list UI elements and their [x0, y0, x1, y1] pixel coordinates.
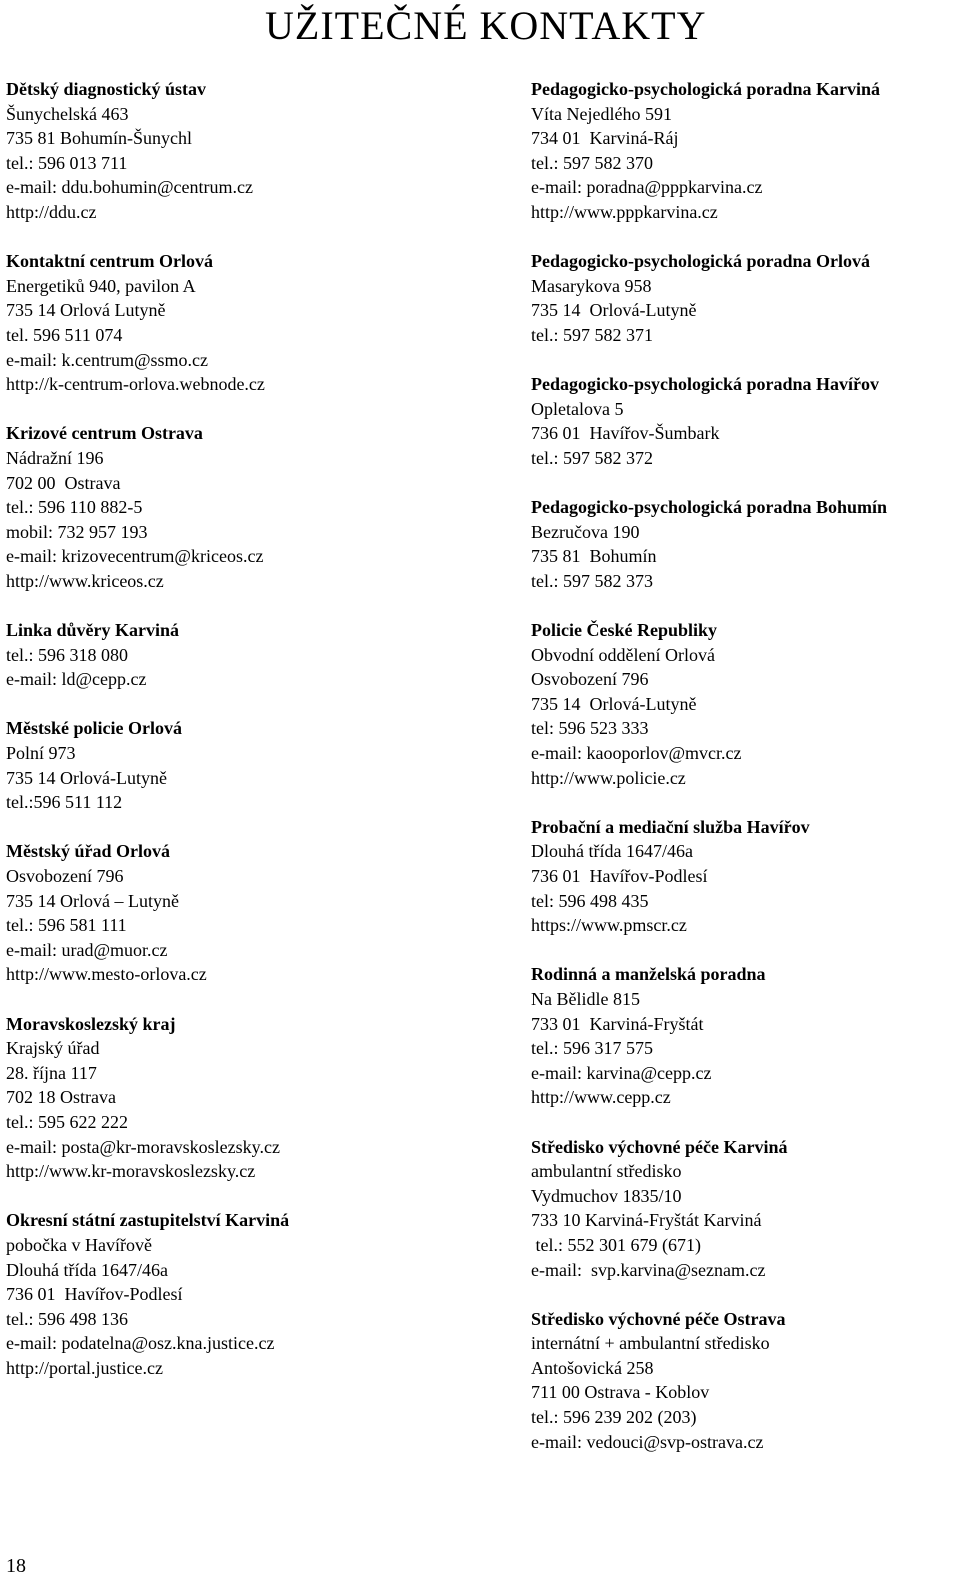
contact-link[interactable]: e-mail: vedouci@svp-ostrava.cz	[531, 1431, 764, 1452]
contact-link[interactable]: http://www.cepp.cz	[531, 1087, 671, 1108]
contact-line: 28. října 117	[6, 1062, 97, 1083]
contact-line: tel.: 596 110 882-5	[6, 497, 143, 518]
contact-line: tel.: 596 239 202 (203)	[531, 1407, 697, 1428]
contact-line: 734 01 Karviná-Ráj	[531, 128, 679, 149]
contact-line: tel.: 597 582 371	[531, 324, 653, 345]
contact-line: tel.: 597 582 373	[531, 570, 653, 591]
contact-heading: Krizové centrum Ostrava	[6, 423, 203, 444]
contact-line: tel.: 596 498 136	[6, 1308, 128, 1329]
contact-line: tel.: 597 582 370	[531, 152, 653, 173]
contact-line: Bezručova 190	[531, 521, 640, 542]
contact-line: Energetiků 940, pavilon A	[6, 275, 196, 296]
contact-entry	[6, 1012, 511, 1184]
contact-line: internátní + ambulantní středisko	[531, 1333, 770, 1354]
contact-line: tel.: 552 301 679 (671)	[531, 1234, 701, 1255]
contact-link[interactable]: e-mail: karvina@cepp.cz	[531, 1062, 712, 1083]
contact-link[interactable]: e-mail: svp.karvina@seznam.cz	[531, 1259, 766, 1280]
contact-entry	[531, 815, 956, 938]
contact-entry	[6, 421, 511, 593]
contact-heading: Rodinná a manželská poradna	[531, 964, 766, 985]
contact-entry	[531, 495, 956, 593]
contact-line: 735 14 Orlová Lutyně	[6, 300, 166, 321]
contact-line: tel. 596 511 074	[6, 324, 123, 345]
contact-link[interactable]: e-mail: k.centrum@ssmo.cz	[6, 349, 209, 370]
contact-entry	[531, 618, 956, 790]
contact-line: tel.: 596 317 575	[531, 1038, 653, 1059]
contact-line: Na Bělidle 815	[531, 988, 640, 1009]
contact-heading: Městské policie Orlová	[6, 718, 182, 739]
contact-line: 711 00 Ostrava - Koblov	[531, 1382, 710, 1403]
contact-heading: Pedagogicko-psychologická poradna Orlová	[531, 251, 871, 272]
contact-entry	[6, 249, 511, 397]
contact-line: 733 01 Karviná-Fryštát	[531, 1013, 704, 1034]
contact-entry	[531, 962, 956, 1110]
contact-heading: Okresní státní zastupitelství Karviná	[6, 1210, 290, 1231]
contact-heading: Policie České Republiky	[531, 620, 718, 641]
contact-line: Krajský úřad	[6, 1038, 100, 1059]
contact-link[interactable]: e-mail: kaooporlov@mvcr.cz	[531, 743, 742, 764]
contact-line: Polní 973	[6, 743, 76, 764]
contact-entry	[531, 77, 956, 225]
contact-link[interactable]: http://k-centrum-orlova.webnode.cz	[6, 374, 265, 395]
contact-heading: Kontaktní centrum Orlová	[6, 251, 213, 272]
contact-link[interactable]: e-mail: ld@cepp.cz	[6, 669, 147, 690]
contact-heading: Moravskoslezský kraj	[6, 1013, 176, 1034]
page-title: UŽITEČNÉ KONTAKTY	[265, 3, 707, 48]
contact-entry	[531, 1135, 956, 1283]
contact-entry	[531, 372, 956, 470]
contact-line: Šunychelská 463	[6, 103, 129, 124]
contact-line: Osvobození 796	[6, 866, 124, 886]
contact-heading: Pedagogicko-psychologická poradna Bohumín	[531, 497, 888, 518]
contact-line: ambulantní středisko	[531, 1161, 682, 1182]
contact-link[interactable]: e-mail: krizovecentrum@kriceos.cz	[6, 546, 264, 567]
contact-link[interactable]: https://www.pmscr.cz	[531, 915, 687, 936]
contact-line: mobil: 732 957 193	[6, 521, 148, 542]
contact-line: pobočka v Havířově	[6, 1234, 152, 1255]
contact-line: 735 14 Orlová – Lutyně	[6, 890, 179, 911]
contact-link[interactable]: http://www.pppkarvina.cz	[531, 201, 718, 222]
contact-line: 736 01 Havířov-Podlesí	[6, 1284, 183, 1305]
contact-line: tel.: 596 581 111	[6, 915, 127, 936]
contact-line: tel.: 595 622 222	[6, 1111, 128, 1132]
contact-heading: Linka důvěry Karviná	[6, 620, 180, 641]
contact-line: Dlouhá třída 1647/46a	[531, 841, 693, 862]
contact-line: 735 14 Orlová-Lutyně	[531, 693, 697, 714]
contact-link[interactable]: http://ddu.cz	[6, 201, 97, 222]
contact-line: 702 18 Ostrava	[6, 1087, 116, 1108]
contact-line: tel.: 596 013 711	[6, 152, 128, 173]
contact-line: tel.: 596 318 080	[6, 644, 128, 665]
contact-line: Vydmuchov 1835/10	[531, 1185, 682, 1206]
contact-link[interactable]: http://www.mesto-orlova.cz	[6, 964, 207, 985]
contact-line: tel: 596 523 333	[531, 718, 649, 739]
contact-line: Opletalova 5	[531, 398, 624, 419]
contact-link[interactable]: e-mail: posta@kr-moravskoslezsky.cz	[6, 1136, 280, 1157]
contact-heading: Dětský diagnostický ústav	[6, 79, 207, 99]
contact-line: tel: 596 498 435	[531, 890, 649, 911]
contact-line: 735 14 Orlová-Lutyně	[531, 300, 697, 321]
contact-link[interactable]: http://www.policie.cz	[531, 767, 686, 788]
contact-line: Nádražní 196	[6, 447, 104, 468]
contact-link[interactable]: e-mail: ddu.bohumin@centrum.cz	[6, 177, 254, 198]
contact-entry	[6, 77, 511, 225]
contact-line: 735 81 Bohumín-Šunychl	[6, 128, 193, 149]
contact-line: 733 10 Karviná-Fryštát Karviná	[531, 1210, 762, 1231]
contact-link[interactable]: http://www.kriceos.cz	[6, 570, 164, 591]
contact-line: Obvodní oddělení Orlová	[531, 644, 715, 665]
contact-link[interactable]: e-mail: podatelna@osz.kna.justice.cz	[6, 1333, 275, 1354]
contact-heading: Pedagogicko-psychologická poradna Havířov	[531, 374, 880, 395]
contact-link[interactable]: http://www.kr-moravskoslezsky.cz	[6, 1161, 256, 1182]
contact-heading: Probační a mediační služba Havířov	[531, 816, 810, 837]
contact-line: 735 81 Bohumín	[531, 546, 657, 567]
contact-entry	[6, 618, 511, 692]
left-contact-column	[6, 77, 511, 1380]
contact-entry	[6, 716, 511, 814]
contact-link[interactable]: http://portal.justice.cz	[6, 1357, 163, 1378]
contact-heading: Středisko výchovné péče Karviná	[531, 1136, 788, 1157]
contact-line: Osvobození 796	[531, 669, 649, 690]
contact-entry	[6, 839, 511, 987]
contact-link[interactable]: e-mail: urad@muor.cz	[6, 939, 168, 960]
contact-line: Masarykova 958	[531, 275, 652, 296]
contact-heading: Městský úřad Orlová	[6, 841, 170, 862]
contact-line: 735 14 Orlová-Lutyně	[6, 767, 167, 788]
contact-entry	[531, 249, 956, 347]
contact-heading: Pedagogicko-psychologická poradna Karviná	[531, 79, 881, 99]
contact-entry	[531, 1307, 956, 1455]
contact-line: 702 00 Ostrava	[6, 472, 121, 493]
contact-line: 736 01 Havířov-Šumbark	[531, 423, 720, 444]
contact-line: Dlouhá třída 1647/46a	[6, 1259, 168, 1280]
contact-heading: Středisko výchovné péče Ostrava	[531, 1308, 786, 1329]
page-number: 18	[6, 1555, 26, 1577]
contact-line: tel.: 597 582 372	[531, 447, 653, 468]
contact-line: tel.:596 511 112	[6, 792, 123, 813]
right-contact-column	[531, 77, 956, 1454]
contact-entry	[6, 1208, 511, 1380]
contact-link[interactable]: e-mail: poradna@pppkarvina.cz	[531, 177, 763, 198]
contact-line: Antošovická 258	[531, 1357, 654, 1378]
contact-line: 736 01 Havířov-Podlesí	[531, 866, 708, 886]
contact-line: Víta Nejedlého 591	[531, 103, 672, 124]
